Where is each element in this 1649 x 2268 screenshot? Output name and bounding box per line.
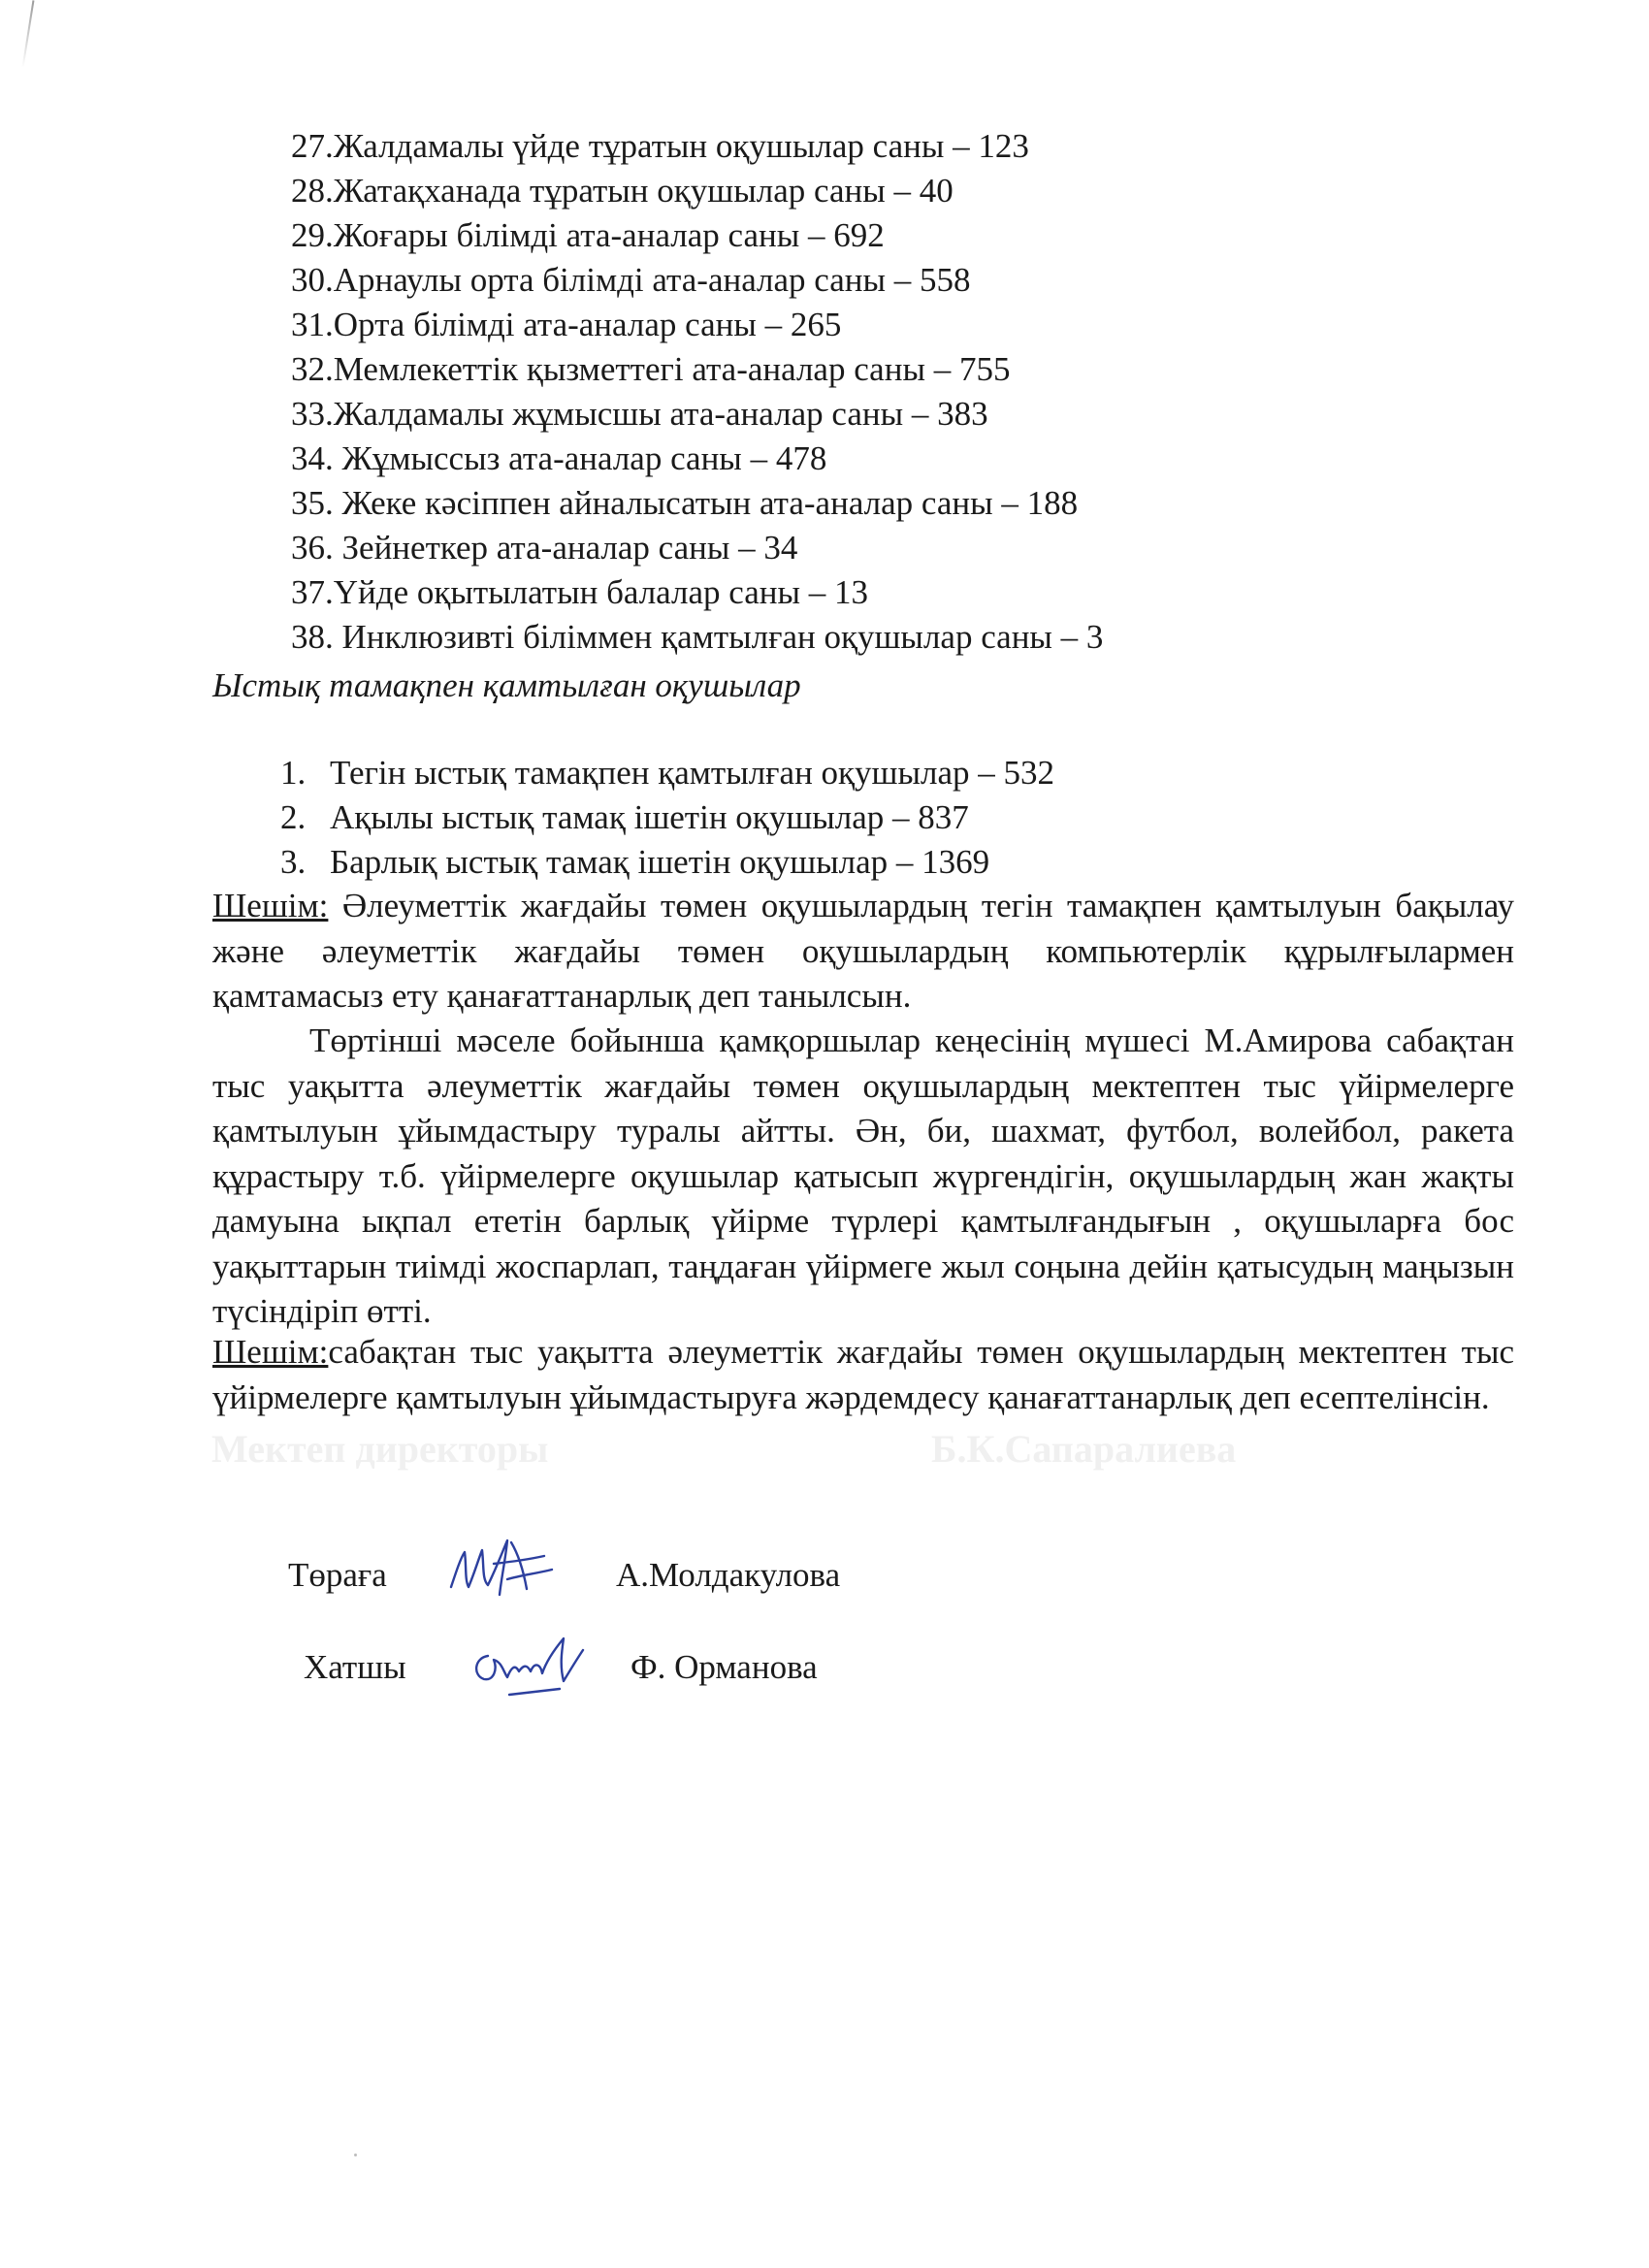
list-item-text: Тегін ыстық тамақпен қамтылған оқушылар – 532: [330, 754, 1055, 792]
list-item-number: 1.: [280, 754, 307, 792]
scan-edge-mark: [22, 0, 35, 67]
statistics-list: [291, 124, 1406, 660]
stat-line: 30.Арнаулы орта білімді ата-аналар саны – 558: [291, 261, 971, 299]
list-item: [280, 795, 1054, 840]
stat-line: 38. Инклюзивті біліммен қамтылған оқушылар саны – 3: [291, 618, 1104, 656]
list-item-number: 3.: [280, 843, 307, 881]
stat-line: 32.Мемлекеттік қызметтегі ата-аналар саны – 755: [291, 350, 1011, 388]
hot-meals-heading: Ыстық тамақпен қамтылған оқушылар: [212, 666, 801, 704]
stat-line: 37.Үйде оқытылатын балалар саны – 13: [291, 573, 869, 611]
stat-line: 29.Жоғары білімді ата-аналар саны – 692: [291, 216, 885, 254]
secretary-name: Ф. Орманова: [630, 1648, 818, 1686]
chair-name: А.Молдакулова: [616, 1556, 841, 1594]
stat-line: 31.Орта білімді ата-аналар саны – 265: [291, 306, 842, 343]
chair-title: Төраға: [288, 1556, 387, 1594]
decision-text: Әлеуметтік жағдайы төмен оқушылардың тегін тамақпен қамтылуын бақылау және әлеуметтік жағдайы төмен оқушылардың компьютерлік құрылғылармен қамтамасыз ету қанағаттанарлық деп танылсын.: [212, 887, 1514, 1015]
decision-label: Шешім:: [212, 1333, 329, 1371]
decision-paragraph-1: [212, 884, 1514, 1020]
list-item-text: Барлық ыстық тамақ ішетін оқушылар – 1369: [330, 843, 990, 881]
faded-name-text: Б.К.Сапаралиева: [931, 1427, 1237, 1471]
stat-line: 36. Зейнеткер ата-аналар саны – 34: [291, 529, 798, 567]
decision-text: сабақтан тыс уақытта әлеуметтік жағдайы төмен оқушылардың мектептен тыс үйірмелерге қамтылуын ұйымдастыруға жәрдемдесу қанағаттанарлық деп есептелінсін.: [212, 1333, 1514, 1416]
scan-speck: [354, 2154, 357, 2156]
list-item: [280, 751, 1054, 795]
decision-label: Шешім:: [212, 887, 329, 924]
list-item: [280, 840, 1054, 885]
list-item-text: Ақылы ыстық тамақ ішетін оқушылар – 837: [330, 798, 969, 836]
decision-paragraph-2: [212, 1330, 1514, 1420]
chair-signature-image: [443, 1531, 579, 1608]
secretary-signature-image: [467, 1627, 602, 1704]
secretary-title: Хатшы: [304, 1648, 406, 1686]
list-item-number: 2.: [280, 798, 307, 836]
stat-line: 34. Жұмыссыз ата-аналар саны – 478: [291, 439, 827, 477]
agenda-item-4-paragraph: Төртінші мәселе бойынша қамқоршылар кеңесінің мүшесі М.Амирова сабақтан тыс уақытта әлеуметтік жағдайы төмен оқушылардың мектептен тыс үйірмелерге қамтылуын ұйымдастыру туралы айтты. Ән, би, шахмат, футбол, волейбол, ракета құрастыру т.б. үйірмелерге оқушылар қатысып жүргендігін, оқушылардың жан жақты дамуына ықпал ететін барлық үйірме түрлері қамтылғандығын , оқушыларға бос уақыттарын тиімді жоспарлап, таңдаған үйірмеге жыл соңына дейін қатысудың маңызын түсіндіріп өтті.: [212, 1021, 1514, 1330]
stat-line: 35. Жеке кәсіппен айналысатын ата-аналар саны – 188: [291, 484, 1079, 522]
hot-meals-list: [280, 751, 1054, 885]
stat-line: 28.Жатақханада тұратын оқушылар саны – 40: [291, 172, 954, 210]
faded-title-text: Мектеп директоры: [211, 1427, 549, 1471]
stat-line: 33.Жалдамалы жұмысшы ата-аналар саны – 383: [291, 395, 988, 433]
stat-line: 27.Жалдамалы үйде тұратын оқушылар саны – 123: [291, 127, 1029, 165]
